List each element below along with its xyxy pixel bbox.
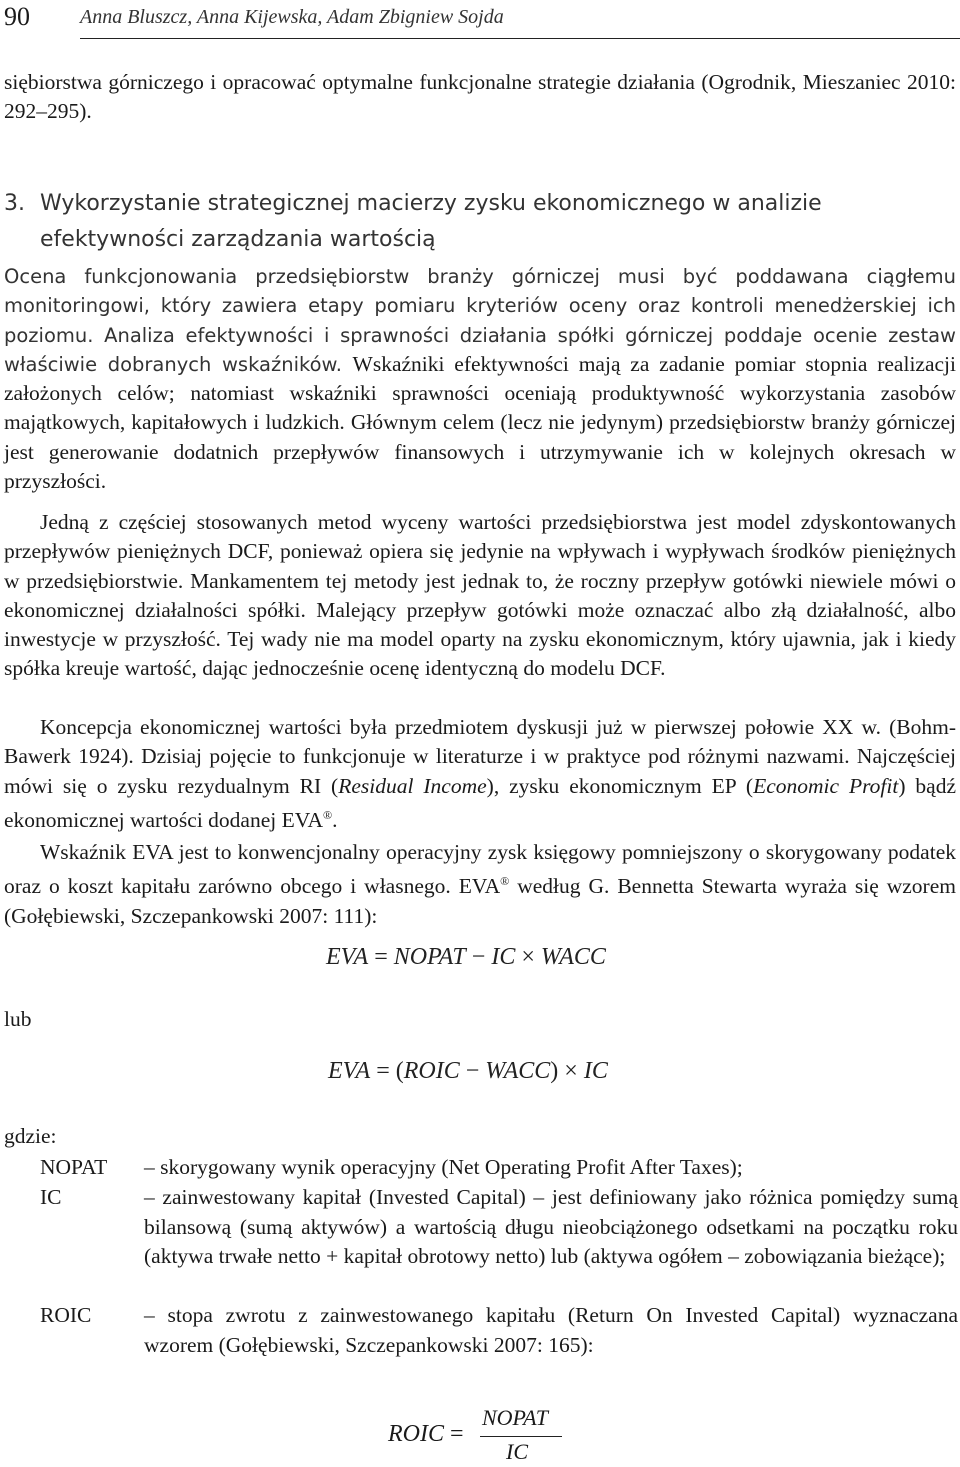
- section-title-line2: efektywności zarządzania wartością: [40, 227, 436, 252]
- f2-close-paren: ): [550, 1058, 559, 1084]
- f2-minus: −: [465, 1058, 480, 1084]
- paragraph-eva-definition: [4, 838, 956, 931]
- f3-numerator: NOPAT: [482, 1405, 549, 1430]
- registered-mark: ®: [323, 807, 333, 822]
- definition-term: NOPAT: [40, 1155, 108, 1179]
- f2-equals: =: [376, 1058, 390, 1084]
- f2-roic: ROIC: [403, 1058, 460, 1084]
- f2-open-paren: (: [395, 1058, 404, 1084]
- running-header-authors: Anna Bluszcz, Anna Kijewska, Adam Zbigniew Sojda: [80, 6, 504, 28]
- definition-term: IC: [40, 1185, 62, 1209]
- paragraph-dcf: Jedną z częściej stosowanych metod wyceny wartości przedsiębiorstwa jest model zdyskontowanych przepływów pieniężnych DCF, ponieważ opiera się jedynie na wpływach i wypływach środków pieniężnych w przedsiębiorstwie. Mankamentem tej metody jest jednak to, że roczny przepływ gotówki niewiele mówi o ekonomicznej działalności spółki. Malejący przepływ gotówki może oznaczać albo złą działalność, albo inwestycje w przyszłość. Tej wady nie ma model oparty na zysku ekonomicznym, który ujawnia, jak i kiedy spółka kreuje wartość, dając jednocześnie ocenę identyczną do modelu DCF.: [4, 510, 956, 681]
- running-header: [2, 0, 958, 40]
- f2-lhs: EVA: [328, 1058, 371, 1084]
- economic-profit-term: Economic Profit: [753, 773, 899, 798]
- residual-income-term: Residual Income: [338, 773, 487, 798]
- p3-text-c: ) bądź ekonomicznej wartości dodanej EVA: [4, 773, 956, 833]
- intro-paragraph: siębiorstwa górniczego i opracować optymalne funkcjonalne strategie działania (Ogrodnik, Mieszaniec 2010: 292–295).: [4, 70, 956, 124]
- paragraph-economic-value: [4, 713, 956, 835]
- p3-text-d: .: [332, 808, 338, 833]
- formula-eva-1: [326, 944, 606, 971]
- f2-times: ×: [564, 1058, 578, 1084]
- f1-minus: −: [471, 944, 486, 970]
- f1-equals: =: [374, 944, 388, 970]
- formula-eva-2: [328, 1058, 608, 1085]
- formula-roic: [388, 1405, 578, 1467]
- paragraph-monitoring: [4, 262, 956, 496]
- f3-denominator: IC: [506, 1439, 528, 1464]
- registered-mark-2: ®: [500, 874, 510, 889]
- f3-lhs: ROIC: [388, 1421, 444, 1447]
- definition-body: – skorygowany wynik operacyjny (Net Operating Profit After Taxes);: [144, 1155, 743, 1179]
- f2-wacc: WACC: [485, 1058, 551, 1084]
- f1-lhs: EVA: [326, 944, 369, 970]
- f1-nopat: NOPAT: [393, 944, 466, 970]
- f3-equals: =: [450, 1421, 464, 1447]
- section-number: 3.: [4, 191, 25, 216]
- section-title-line1: Wykorzystanie strategicznej macierzy zysku ekonomicznego w analizie: [40, 191, 822, 216]
- p3-text-a: Koncepcja ekonomicznej wartości była przedmiotem dyskusji już w pierwszej połowie XX w. (Bohm-Bawerk 1924). Dzisiaj pojęcie to funkcjonuje w literaturze i w praktyce pod różnymi nazwami. Najczęściej mówi się o zysku rezydualnym RI (: [4, 715, 956, 798]
- p4-text-a: Wskaźnik EVA jest to konwencjonalny operacyjny zysk księgowy pomniejszony o skorygowany podatek oraz o koszt kapitału zarówno obcego i własnego. EVA: [4, 840, 956, 899]
- section-heading: [4, 186, 956, 258]
- f1-wacc: WACC: [540, 944, 606, 970]
- f2-ic: IC: [583, 1058, 608, 1084]
- definition-body: – zainwestowany kapitał (Invested Capital) – jest definiowany jako różnica pomiędzy sumą bilansową (sumą aktywów) a wartością długu nieobciążonego odsetkami na początku roku (aktywa trwałe netto + kapitał obrotowy netto) lub (aktywa ogółem – zobowiązania bieżące);: [144, 1185, 958, 1269]
- p3-text-b: ), zysku ekonomicznym EP (: [486, 773, 754, 798]
- definitions-intro: gdzie:: [4, 1124, 57, 1148]
- header-rule: [80, 38, 960, 39]
- p4-text-b: według G. Bennetta Stewarta wyraża się wzorem (Gołębiewski, Szczepankowski 2007: 111):: [4, 874, 956, 928]
- paragraph-monitoring-text: Ocena funkcjonowania przedsiębiorstw branży górniczej musi być poddawana ciągłemu monitoringowi, który zawiera etapy pomiaru kryteriów oceny oraz kontroli menedżerskiej ich poziomu. Analiza efektywności i sprawności działania spółki górniczej poddaje ocenie zestaw właściwie dobranych wskaźników.: [4, 265, 956, 376]
- or-label: lub: [4, 1007, 32, 1031]
- f1-times: ×: [521, 944, 535, 970]
- page-number: 90: [4, 2, 30, 31]
- definition-body: – stopa zwrotu z zainwestowanego kapitału (Return On Invested Capital) wyznaczana wzorem (Gołębiewski, Szczepankowski 2007: 165):: [144, 1303, 958, 1357]
- definition-term: ROIC: [40, 1303, 92, 1327]
- fraction-bar: [480, 1436, 562, 1437]
- f1-ic: IC: [491, 944, 516, 970]
- paragraph-indicators-text: Wskaźniki efektywności mają za zadanie pomiar stopnia realizacji założonych celów; natomiast wskaźniki sprawności oceniają produktywność wykorzystania zasobów majątkowych, kapitałowych i ludzkich. Głównym celem (lecz nie jedynym) przedsiębiorstw branży górniczej jest generowanie dodatnich przepływów finansowych i utrzymywanie ich w kolejnych okresach w przyszłości.: [4, 351, 956, 494]
